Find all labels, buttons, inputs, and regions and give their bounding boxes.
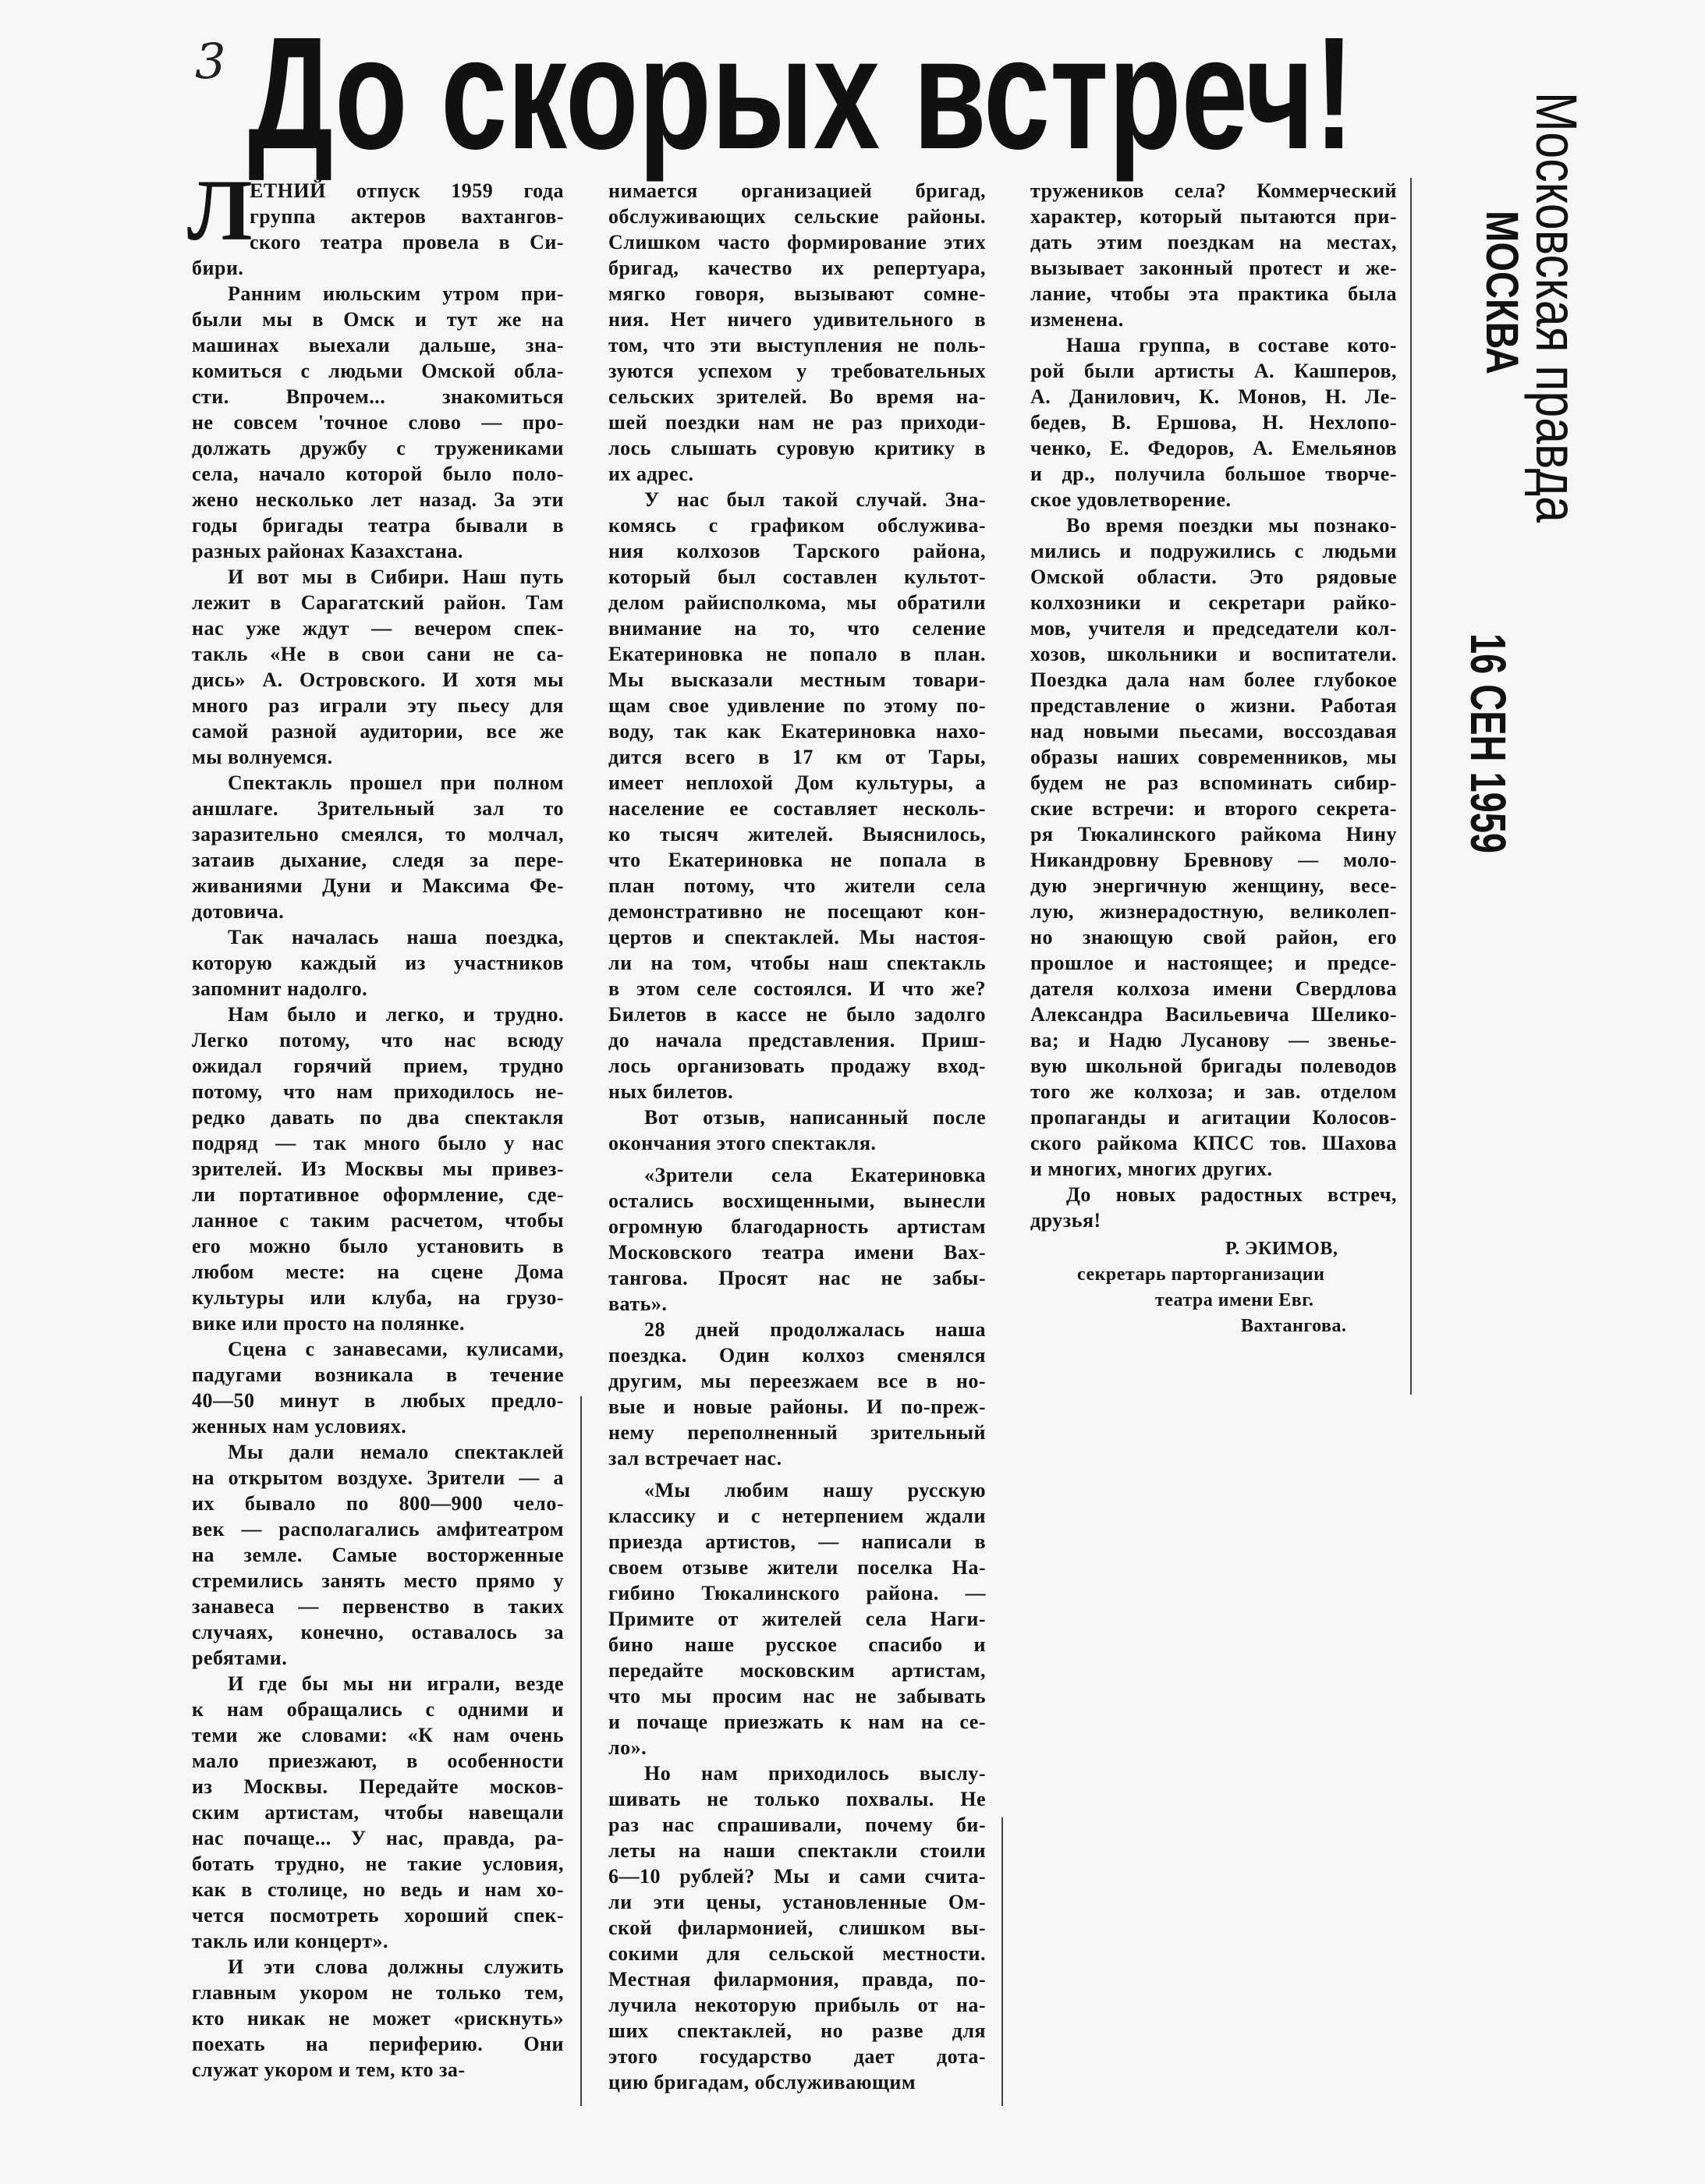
text-line: его можно было установить в bbox=[192, 1235, 564, 1257]
text-line: Никандровну Бревнову — моло- bbox=[1030, 849, 1397, 871]
text-line: поездка. Один колхоз сменялся bbox=[608, 1344, 986, 1367]
text-line: ченко, Е. Федоров, А. Емельянов bbox=[1030, 437, 1397, 459]
text-line: мало приезжают, в особенности bbox=[192, 1750, 564, 1772]
paragraph bbox=[1030, 178, 1397, 332]
article-column-2 bbox=[608, 178, 986, 2095]
paragraph bbox=[192, 1336, 564, 1439]
text-line: Сцена с занавесами, кулисами, bbox=[228, 1338, 564, 1360]
text-line: занавеса — первенство в таких bbox=[192, 1595, 564, 1618]
text-line: женных нам условиях. bbox=[192, 1415, 407, 1438]
paragraph bbox=[608, 1317, 986, 1471]
text-line: гибино Тюкалинского района. — bbox=[608, 1582, 986, 1604]
text-line: дись» А. Островского. И хотя мы bbox=[192, 668, 564, 691]
text-line: И где бы мы ни играли, везде bbox=[228, 1672, 564, 1695]
signature-author: Р. ЭКИМОВ, bbox=[1225, 1239, 1338, 1259]
text-line: запомнит надолго. bbox=[192, 977, 368, 1000]
text-line: редко давать по два спектакля bbox=[192, 1106, 564, 1129]
text-line: Спектакль прошел при полном bbox=[228, 771, 564, 794]
text-line: затаив дыхание, следя за пере- bbox=[192, 849, 564, 871]
text-line: ко тысяч жителей. Выяснилось, bbox=[608, 823, 986, 846]
paragraph bbox=[1030, 1182, 1397, 1233]
text-line: внимание на то, что селение bbox=[608, 617, 986, 640]
text-line: Ранним июльским утром при- bbox=[228, 282, 564, 305]
text-line: теми же словами: «К нам очень bbox=[192, 1724, 564, 1746]
text-line: села, начало которой было поло- bbox=[192, 463, 564, 485]
text-line: их адрес. bbox=[608, 463, 694, 485]
text-line: цертов и спектаклей. Мы настоя- bbox=[608, 926, 986, 948]
text-line: были мы в Омск и тут же на bbox=[192, 308, 564, 331]
text-line: комиться с людьми Омской обла- bbox=[192, 360, 564, 382]
paragraph bbox=[192, 1002, 564, 1336]
text-line: кто никак не может «рискнуть» bbox=[192, 2007, 564, 2030]
text-line: ской филармонией, слишком вы- bbox=[608, 1916, 986, 1939]
text-line: ных билетов. bbox=[608, 1080, 734, 1103]
text-line: поехать на периферию. Они bbox=[192, 2033, 564, 2055]
text-line: вике или просто на полянке. bbox=[192, 1312, 465, 1335]
text-line: аншлаге. Зрительный зал то bbox=[192, 797, 564, 820]
text-line: падугами возникала в течение bbox=[192, 1363, 564, 1386]
text-line: которую каждый из участников bbox=[192, 952, 564, 974]
text-line: бири. bbox=[192, 257, 244, 279]
text-line: вызывает законный протест и же- bbox=[1030, 257, 1397, 279]
text-line: леты на наши спектакли стоили bbox=[608, 1839, 986, 1862]
text-line: шивать не только похвалы. Не bbox=[608, 1788, 986, 1810]
text-line: ло». bbox=[608, 1736, 647, 1759]
text-line: того же колхоза; и зав. отделом bbox=[1030, 1080, 1397, 1103]
text-line: самой разной аудитории, все же bbox=[192, 720, 564, 743]
column-divider bbox=[1001, 1817, 1003, 2106]
text-line: передайте московским артистам, bbox=[608, 1659, 986, 1682]
city-label: МОСКВА bbox=[1476, 211, 1527, 407]
text-line: заразительно смеялся, то молчал, bbox=[192, 823, 564, 846]
text-line: Наша группа, в составе кото- bbox=[1066, 334, 1397, 356]
text-line: век — располагались амфитеатром bbox=[192, 1518, 564, 1540]
text-line: характер, который пытаются при- bbox=[1030, 205, 1397, 228]
text-line: хозов, школьники и воспитатели. bbox=[1030, 643, 1397, 665]
text-line: приезда артистов, — написали в bbox=[608, 1530, 986, 1553]
text-line: Так началась наша поездка, bbox=[228, 926, 564, 948]
paragraph bbox=[608, 1162, 986, 1317]
text-line: план потому, что жители села bbox=[608, 874, 986, 897]
text-line: над новыми пьесами, воссоздавая bbox=[1030, 720, 1397, 743]
text-line: вать». bbox=[608, 1292, 668, 1315]
text-line: дать этим поездкам на местах, bbox=[1030, 231, 1397, 254]
text-line: цию бригадам, обслуживающим bbox=[608, 2071, 916, 2094]
signature-title-line: Вахтангова. bbox=[1241, 1316, 1347, 1336]
text-line: классику и с нетерпением ждали bbox=[608, 1505, 986, 1527]
text-line: как в столице, но ведь и нам хо- bbox=[192, 1878, 564, 1901]
text-line: окончания этого спектакля. bbox=[608, 1132, 877, 1154]
text-line: бино наше русское спасибо и bbox=[608, 1633, 986, 1656]
text-line: дотовича. bbox=[192, 900, 285, 923]
text-line: этого государство дает дота- bbox=[608, 2045, 986, 2068]
text-line: лежит в Сарагатский район. Там bbox=[192, 591, 564, 614]
text-line: лось слышать суровую критику в bbox=[608, 437, 986, 459]
text-line: «Зрители села Екатериновка bbox=[644, 1164, 986, 1186]
text-line: что Екатериновка не попала в bbox=[608, 849, 986, 871]
text-line: зуются успехом у требовательных bbox=[608, 360, 986, 382]
text-line: сокими для сельской местности. bbox=[608, 1942, 986, 1965]
text-line: бедев, В. Ершова, Н. Нехлопо- bbox=[1030, 411, 1397, 434]
text-line: машинах выехали дальше, зна- bbox=[192, 334, 564, 356]
text-line: Легко потому, что нас всюду bbox=[192, 1029, 564, 1051]
signature-block bbox=[1030, 1236, 1397, 1339]
text-line: ланное с таким расчетом, чтобы bbox=[192, 1209, 564, 1232]
paragraph bbox=[192, 1671, 564, 1954]
text-line: демонстративно не посещают кон- bbox=[608, 900, 986, 923]
paragraph bbox=[192, 924, 564, 1002]
text-line: ли эти цены, установленные Ом- bbox=[608, 1891, 986, 1913]
text-line: мились и подружились с людьми bbox=[1030, 540, 1397, 562]
text-line: из Москвы. Передайте москов- bbox=[192, 1775, 564, 1798]
text-line: Но нам приходилось выслу- bbox=[644, 1762, 986, 1785]
text-line: воду, так как Екатериновка нахо- bbox=[608, 720, 986, 743]
text-line: Билетов в кассе не было задолго bbox=[608, 1003, 986, 1026]
text-line: И вот мы в Сибири. Наш путь bbox=[228, 566, 564, 588]
text-line: И эти слова должны служить bbox=[228, 1955, 564, 1978]
text-line: годы бригады театра бывали в bbox=[192, 514, 564, 537]
text-line: комясь с графиком обслужива- bbox=[608, 514, 986, 537]
column-divider bbox=[1410, 178, 1412, 1395]
text-line: и почаще приезжать к нам на се- bbox=[608, 1711, 986, 1733]
text-line: главным укором не только тем, bbox=[192, 1981, 564, 2004]
text-line: к нам обращались с одними и bbox=[192, 1698, 564, 1721]
text-line: «Мы любим нашу русскую bbox=[644, 1479, 986, 1502]
text-line: Александра Васильевича Шелико- bbox=[1030, 1003, 1397, 1026]
text-line: дателя колхоза имени Свердлова bbox=[1030, 977, 1397, 1000]
text-line: случаях, конечно, оставалось за bbox=[192, 1621, 564, 1643]
text-line: зрителей. Из Москвы мы привез- bbox=[192, 1158, 564, 1180]
text-line: потому, что нам приходилось не- bbox=[192, 1080, 564, 1103]
text-line: чется посмотреть хороший спек- bbox=[192, 1904, 564, 1927]
text-line: и многих, многих других. bbox=[1030, 1158, 1273, 1180]
text-line: мягко говоря, вызывают сомне- bbox=[608, 282, 986, 305]
text-line: подряд — так много было у нас bbox=[192, 1132, 564, 1154]
paragraph bbox=[1030, 512, 1397, 1182]
text-line: Поездка дала нам более глубокое bbox=[1030, 668, 1397, 691]
text-line: мов, учителя и председатели кол- bbox=[1030, 617, 1397, 640]
text-line: Местная филармония, правда, по- bbox=[608, 1968, 986, 1991]
text-line: ря Тюкалинского райкома Нину bbox=[1030, 823, 1397, 846]
text-line: нему переполненный зрительный bbox=[608, 1421, 986, 1444]
text-line: такль «Не в свои сани не са- bbox=[192, 643, 564, 665]
text-line: разных районах Казахстана. bbox=[192, 540, 463, 562]
text-line: ли портативное оформление, сде- bbox=[192, 1183, 564, 1206]
paragraph bbox=[192, 1439, 564, 1671]
text-line: тангова. Просят нас не забы- bbox=[608, 1267, 986, 1289]
text-line: Нам было и легко, и трудно. bbox=[228, 1003, 564, 1026]
text-line: ского театра провела в Си- bbox=[250, 231, 564, 254]
text-line: но знающую свой район, его bbox=[1030, 926, 1397, 948]
text-line: лучила некоторую прибыль от на- bbox=[608, 1994, 986, 2016]
text-line: до начала представления. Приш- bbox=[608, 1029, 986, 1051]
text-line: ния. Нет ничего удивительного в bbox=[608, 308, 986, 331]
text-line: нимается организацией бригад, bbox=[608, 179, 986, 202]
text-line: Примите от жителей села Наги- bbox=[608, 1608, 986, 1630]
text-line: дится всего в 17 км от Тары, bbox=[608, 746, 986, 768]
text-line: образы наших современников, мы bbox=[1030, 746, 1397, 768]
text-line: стремились занять место прямо у bbox=[192, 1569, 564, 1592]
headline: До скорых встреч! bbox=[248, 4, 1354, 183]
text-line: ва; и Надю Лусанову — звенье- bbox=[1030, 1029, 1397, 1051]
paragraph bbox=[192, 770, 564, 924]
text-line: вую школьной бригады полеводов bbox=[1030, 1055, 1397, 1077]
paragraph bbox=[608, 1760, 986, 2095]
text-line: лую, жизнерадостную, великолеп- bbox=[1030, 900, 1397, 923]
signature-title-line: секретарь парторганизации bbox=[1077, 1264, 1325, 1285]
text-line: остались восхищенными, вынесли bbox=[608, 1190, 986, 1212]
text-line: лось организовать продажу вход- bbox=[608, 1055, 986, 1077]
text-line: жено несколько лет назад. За эти bbox=[192, 488, 564, 511]
text-line: что мы просим нас не забывать bbox=[608, 1685, 986, 1707]
paragraph bbox=[608, 178, 986, 487]
paragraph bbox=[608, 487, 986, 1104]
text-line: бригад, качество их репертуара, bbox=[608, 257, 986, 279]
text-line: дую энергичную женщину, весе- bbox=[1030, 874, 1397, 897]
text-line: прошлое и настоящее; и предсе- bbox=[1030, 952, 1397, 974]
paragraph bbox=[192, 564, 564, 770]
text-line: который был составлен культот- bbox=[608, 566, 986, 588]
text-line: ожидал горячий прием, трудно bbox=[192, 1055, 564, 1077]
text-line: До новых радостных встреч, bbox=[1066, 1183, 1397, 1206]
text-line: друзья! bbox=[1030, 1209, 1101, 1232]
paragraph bbox=[192, 1954, 564, 2083]
paragraph bbox=[608, 1477, 986, 1760]
text-line: щам свое удивление по этому по- bbox=[608, 694, 986, 717]
text-line: будем не раз вспоминать сибир- bbox=[1030, 771, 1397, 794]
text-line: нас почаще... У нас, правда, ра- bbox=[192, 1827, 564, 1849]
text-line: культуры или клуба, на грузо- bbox=[192, 1286, 564, 1309]
date-stamp: 16 СЕН 1959 bbox=[1460, 633, 1516, 934]
article-column-1 bbox=[187, 162, 564, 2083]
text-line: Мы высказали местным товари- bbox=[608, 668, 986, 691]
text-line: лание, чтобы эта практика была bbox=[1030, 282, 1397, 305]
text-line: не совсем 'точное слово — про- bbox=[192, 411, 564, 434]
text-line: своем отзыве жители поселка На- bbox=[608, 1556, 986, 1579]
text-line: 40—50 минут в любых предло- bbox=[192, 1389, 564, 1412]
text-line: рой были артисты А. Кашперов, bbox=[1030, 360, 1397, 382]
text-line: раз нас спрашивали, почему би- bbox=[608, 1814, 986, 1836]
text-line: другим, мы переезжаем все в но- bbox=[608, 1370, 986, 1392]
text-line: такль или концерт». bbox=[192, 1930, 388, 1952]
text-line: население ее составляет несколь- bbox=[608, 797, 986, 820]
text-line: живаниями Дуни и Максима Фе- bbox=[192, 874, 564, 897]
handwritten-annotation: 3 bbox=[195, 33, 226, 90]
text-line: ского райкома КПСС тов. Шахова bbox=[1030, 1132, 1397, 1154]
paragraph bbox=[192, 281, 564, 564]
newspaper-name: Московская правда bbox=[1524, 92, 1589, 616]
text-line: много раз играли эту пьесу для bbox=[192, 694, 564, 717]
text-line: обслуживающих сельские районы. bbox=[608, 205, 986, 228]
text-line: ское удовлетворение. bbox=[1030, 488, 1232, 511]
text-line: нас уже ждут — вечером спек- bbox=[192, 617, 564, 640]
text-line: Во время поездки мы познако- bbox=[1066, 514, 1397, 537]
text-line: группа актеров вахтангов- bbox=[250, 205, 564, 228]
text-line: огромную благодарность артистам bbox=[608, 1215, 986, 1238]
text-line: ским артистам, чтобы навещали bbox=[192, 1801, 564, 1824]
text-line: пропаганды и агитации Колосов- bbox=[1030, 1106, 1397, 1129]
text-line: представление о жизни. Работая bbox=[1030, 694, 1397, 717]
text-line: служат укором и тем, кто за- bbox=[192, 2058, 466, 2081]
signature-title-line: театра имени Евг. bbox=[1155, 1290, 1314, 1310]
text-line: Слишком часто формирование этих bbox=[608, 231, 986, 254]
text-line: ших спектаклей, но разве для bbox=[608, 2019, 986, 2042]
text-line: ния колхозов Тарского района, bbox=[608, 540, 986, 562]
text-line: их бывало по 800—900 чело- bbox=[192, 1492, 564, 1515]
text-line: Мы дали немало спектаклей bbox=[228, 1441, 564, 1463]
column-divider bbox=[580, 1396, 582, 2106]
text-line: мы волнуемся. bbox=[192, 746, 333, 768]
text-line: шей поездки нам не раз приходи- bbox=[608, 411, 986, 434]
text-line: А. Данилович, К. Монов, Н. Ле- bbox=[1030, 385, 1397, 408]
text-line: изменена. bbox=[1030, 308, 1124, 331]
text-line: Московского театра имени Вах- bbox=[608, 1241, 986, 1264]
text-line: и др., получила большое творче- bbox=[1030, 463, 1397, 485]
text-line: 6—10 рублей? Мы и сами счита- bbox=[608, 1865, 986, 1888]
text-line: Екатериновка не попало в план. bbox=[608, 643, 986, 665]
article-column-3 bbox=[1030, 178, 1397, 1339]
text-line: колхозники и секретари райко- bbox=[1030, 591, 1397, 614]
text-line: в этом селе состоялся. И что же? bbox=[608, 977, 986, 1000]
text-line: вые и новые районы. И по-преж- bbox=[608, 1395, 986, 1418]
text-line: зал встречает нас. bbox=[608, 1447, 782, 1470]
text-line: делом райисполкома, мы обратили bbox=[608, 591, 986, 614]
text-line: Омской области. Это рядовые bbox=[1030, 566, 1397, 588]
drop-cap: Л bbox=[187, 162, 253, 259]
text-line: 28 дней продолжалась наша bbox=[644, 1318, 986, 1341]
text-line: Вот отзыв, написанный после bbox=[644, 1106, 986, 1129]
text-line: ЕТНИЙ отпуск 1959 года bbox=[250, 179, 564, 202]
text-line: должать дружбу с тружениками bbox=[192, 437, 564, 459]
text-line: сельских зрителей. Во время на- bbox=[608, 385, 986, 408]
text-line: тружеников села? Коммерческий bbox=[1030, 179, 1397, 202]
text-line: ребятами. bbox=[192, 1647, 288, 1669]
text-line: любом месте: на сцене Дома bbox=[192, 1260, 564, 1283]
text-line: на открытом воздухе. Зрители — а bbox=[192, 1466, 564, 1489]
text-line: У нас был такой случай. Зна- bbox=[644, 488, 986, 511]
text-line: имеет неплохой Дом культуры, а bbox=[608, 771, 986, 794]
text-line: ские встречи: и второго секрета- bbox=[1030, 797, 1397, 820]
paragraph bbox=[1030, 332, 1397, 512]
text-line: сти. Впрочем... знакомиться bbox=[192, 385, 564, 408]
text-line: ботать трудно, не такие условия, bbox=[192, 1852, 564, 1875]
text-line: на земле. Самые восторженные bbox=[192, 1544, 564, 1566]
text-line: том, что эти выступления не поль- bbox=[608, 334, 986, 356]
paragraph bbox=[608, 1104, 986, 1156]
text-line: ли на том, чтобы наш спектакль bbox=[608, 952, 986, 974]
